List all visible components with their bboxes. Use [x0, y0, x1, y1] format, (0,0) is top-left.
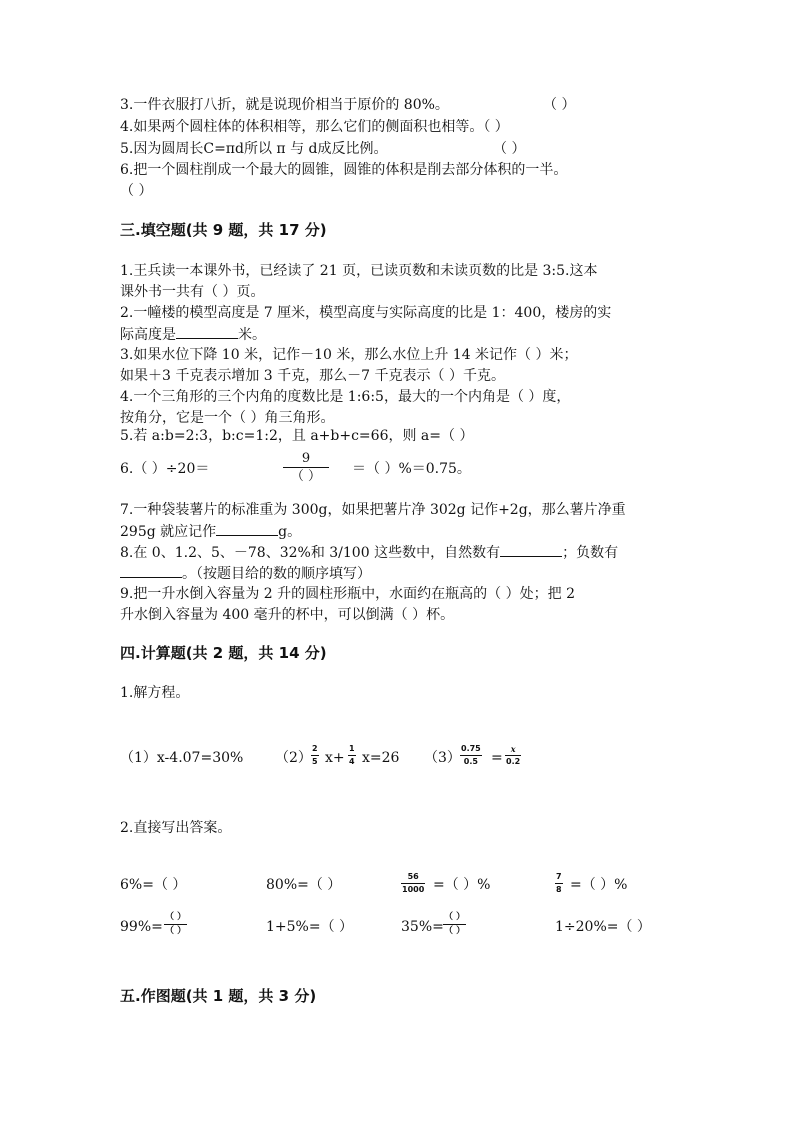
fraction-bar	[460, 755, 482, 756]
fraction-denominator: 5	[312, 757, 318, 766]
fill-q2-blank[interactable]	[176, 324, 238, 339]
fraction-denominator: 4	[349, 757, 355, 766]
fill-q2-line2	[120, 324, 266, 345]
answer-r1c4: =（ ）%	[570, 877, 628, 893]
fraction-bar	[555, 883, 563, 884]
equation-2-fraction-2	[348, 745, 356, 766]
judge-q3	[120, 95, 449, 115]
answer-r2c3-fraction	[443, 913, 466, 936]
fraction-numerator: 56	[407, 872, 419, 881]
equation-2-post: x=26	[362, 750, 400, 766]
fill-q9-line2: 升水倒入容量为 400 毫升的杯中，可以倒满（ ）杯。	[120, 607, 455, 623]
fraction-bar	[164, 924, 187, 925]
fill-q6-post: ＝（ ）%＝0.75。	[352, 461, 471, 477]
fill-q3-line1: 3.如果水位下降 10 米，记作－10 米，那么水位上升 14 米记作（ ）米；	[120, 347, 578, 363]
fraction-denominator[interactable]: （ ）	[444, 926, 466, 936]
section4-title: 四.计算题(共 2 题，共 14 分)	[120, 644, 327, 662]
judge-q5-paren[interactable]: （ ）	[493, 141, 526, 157]
answer-r2c2: 1+5%=（ ）	[266, 919, 354, 935]
fill-q6-fraction	[283, 452, 329, 483]
judge-q3-text: 3.一件衣服打八折，就是说现价相当于原价的 80%。	[120, 97, 449, 113]
answer-r1c3-fraction	[401, 873, 425, 894]
equation-3-pre: （3）	[424, 750, 461, 766]
fill-q7-line1: 7.一种袋装薯片的标准重为 300g，如果把薯片净 302g 记作+2g，那么薯片净重	[120, 502, 626, 518]
fraction-numerator[interactable]: （ ）	[444, 912, 466, 922]
judge-q4: 4.如果两个圆柱体的体积相等，那么它们的侧面积也相等。（ ）	[120, 119, 509, 135]
section3-title: 三.填空题(共 9 题，共 17 分)	[120, 221, 327, 239]
fill-q1-line1: 1.王兵读一本课外书，已经读了 21 页，已读页数和未读页数的比是 3:5.这本	[120, 263, 598, 279]
judge-q5: 5.因为圆周长C=πd所以 π 与 d成反比例。	[120, 141, 388, 157]
fill-q2-line1: 2.一幢楼的模型高度是 7 厘米，模型高度与实际高度的比是 1：400，楼房的实	[120, 305, 612, 321]
fill-q8-line1	[120, 542, 618, 563]
fraction-numerator: x	[510, 744, 516, 754]
fill-q4-line1: 4.一个三角形的三个内角的度数比是 1:6:5，最大的一个内角是（ ）度，	[120, 389, 571, 405]
fill-q6-fraction-numerator: 9	[301, 451, 311, 466]
fraction-bar	[443, 924, 466, 925]
fill-q9-line1: 9.把一升水倒入容量为 2 升的圆柱形瓶中，水面约在瓶高的（ ）处；把 2	[120, 586, 575, 602]
fraction-numerator: 7	[556, 872, 562, 881]
fraction-denominator: 0.5	[463, 757, 478, 766]
fill-q5: 5.若 a:b=2:3，b:c=1:2，且 a+b+c=66，则 a=（ ）	[120, 428, 474, 444]
answer-r1c4-fraction	[555, 873, 563, 894]
fill-q8-line2	[120, 563, 371, 584]
fill-q1-line2: 课外书一共有（ ）页。	[120, 284, 265, 300]
fill-q7-text-pre: 295g 就应记作	[120, 524, 217, 540]
fill-q2-text-pre: 际高度是	[120, 327, 176, 343]
fill-q3-line2: 如果＋3 千克表示增加 3 千克，那么－7 千克表示（ ）千克。	[120, 368, 505, 384]
fill-q2-text-post: 米。	[238, 327, 266, 343]
calc-q2: 2.直接写出答案。	[120, 820, 232, 836]
fraction-bar	[283, 467, 329, 468]
equation-3-equals: =	[491, 750, 503, 766]
fraction-numerator: 1	[349, 744, 355, 753]
fraction-denominator: 1000	[402, 885, 425, 894]
equation-1: （1）x-4.07=30%	[120, 750, 244, 766]
judge-q6-paren[interactable]: （ ）	[120, 183, 153, 199]
equation-3-fraction-1	[460, 745, 482, 766]
fraction-numerator[interactable]: （ ）	[165, 912, 187, 922]
fill-q7-text-post: g。	[278, 524, 302, 540]
fraction-numerator: 2	[312, 744, 318, 753]
answer-r1c3: =（ ）%	[433, 877, 491, 893]
fraction-numerator: 0.75	[461, 744, 481, 753]
calc-q1: 1.解方程。	[120, 685, 190, 701]
fill-q4-line2: 按角分，它是一个（ ）角三角形。	[120, 410, 335, 426]
judge-q3-paren[interactable]: （ ）	[543, 97, 576, 113]
equation-2-mid: x+	[325, 750, 345, 766]
answer-r1c2: 80%=（ ）	[266, 877, 342, 893]
fill-q6-fraction-denominator[interactable]: （ ）	[290, 469, 322, 484]
fill-q8-text-post: 。（按题目给的数的顺序填写）	[182, 566, 371, 582]
fraction-bar	[505, 755, 521, 756]
equation-3-fraction-2	[505, 745, 521, 766]
equation-2-pre: （2）	[275, 750, 312, 766]
answer-r2c4: 1÷20%=（ ）	[555, 919, 651, 935]
answer-r2c3-pre: 35%=	[401, 919, 444, 935]
fraction-denominator[interactable]: （ ）	[165, 926, 187, 936]
equation-2-fraction-1	[311, 745, 319, 766]
fill-q6-pre: 6.（ ）÷20＝	[120, 461, 210, 477]
fill-q7-line2	[120, 521, 301, 542]
fill-q7-blank[interactable]	[216, 521, 278, 536]
judge-q6: 6.把一个圆柱削成一个最大的圆锥，圆锥的体积是削去部分体积的一半。	[120, 162, 568, 178]
fill-q8-blank-natural[interactable]	[500, 542, 562, 557]
answer-r1c1: 6%=（ ）	[120, 877, 187, 893]
answer-r2c1-pre: 99%=	[120, 919, 163, 935]
answer-r2c1-fraction	[164, 913, 187, 936]
section5-title: 五.作图题(共 1 题，共 3 分)	[120, 987, 317, 1005]
fill-q8-text-mid: ；负数有	[562, 545, 619, 561]
fill-q8-blank-negative[interactable]	[120, 563, 182, 578]
fill-q8-text-pre: 8.在 0、1.2、5、－78、32%和 3/100 这些数中，自然数有	[120, 545, 501, 561]
fraction-bar	[401, 883, 425, 884]
fraction-denominator: 0.2	[506, 757, 521, 766]
fraction-bar	[348, 755, 356, 756]
fraction-denominator: 8	[556, 885, 562, 894]
fraction-bar	[311, 755, 319, 756]
